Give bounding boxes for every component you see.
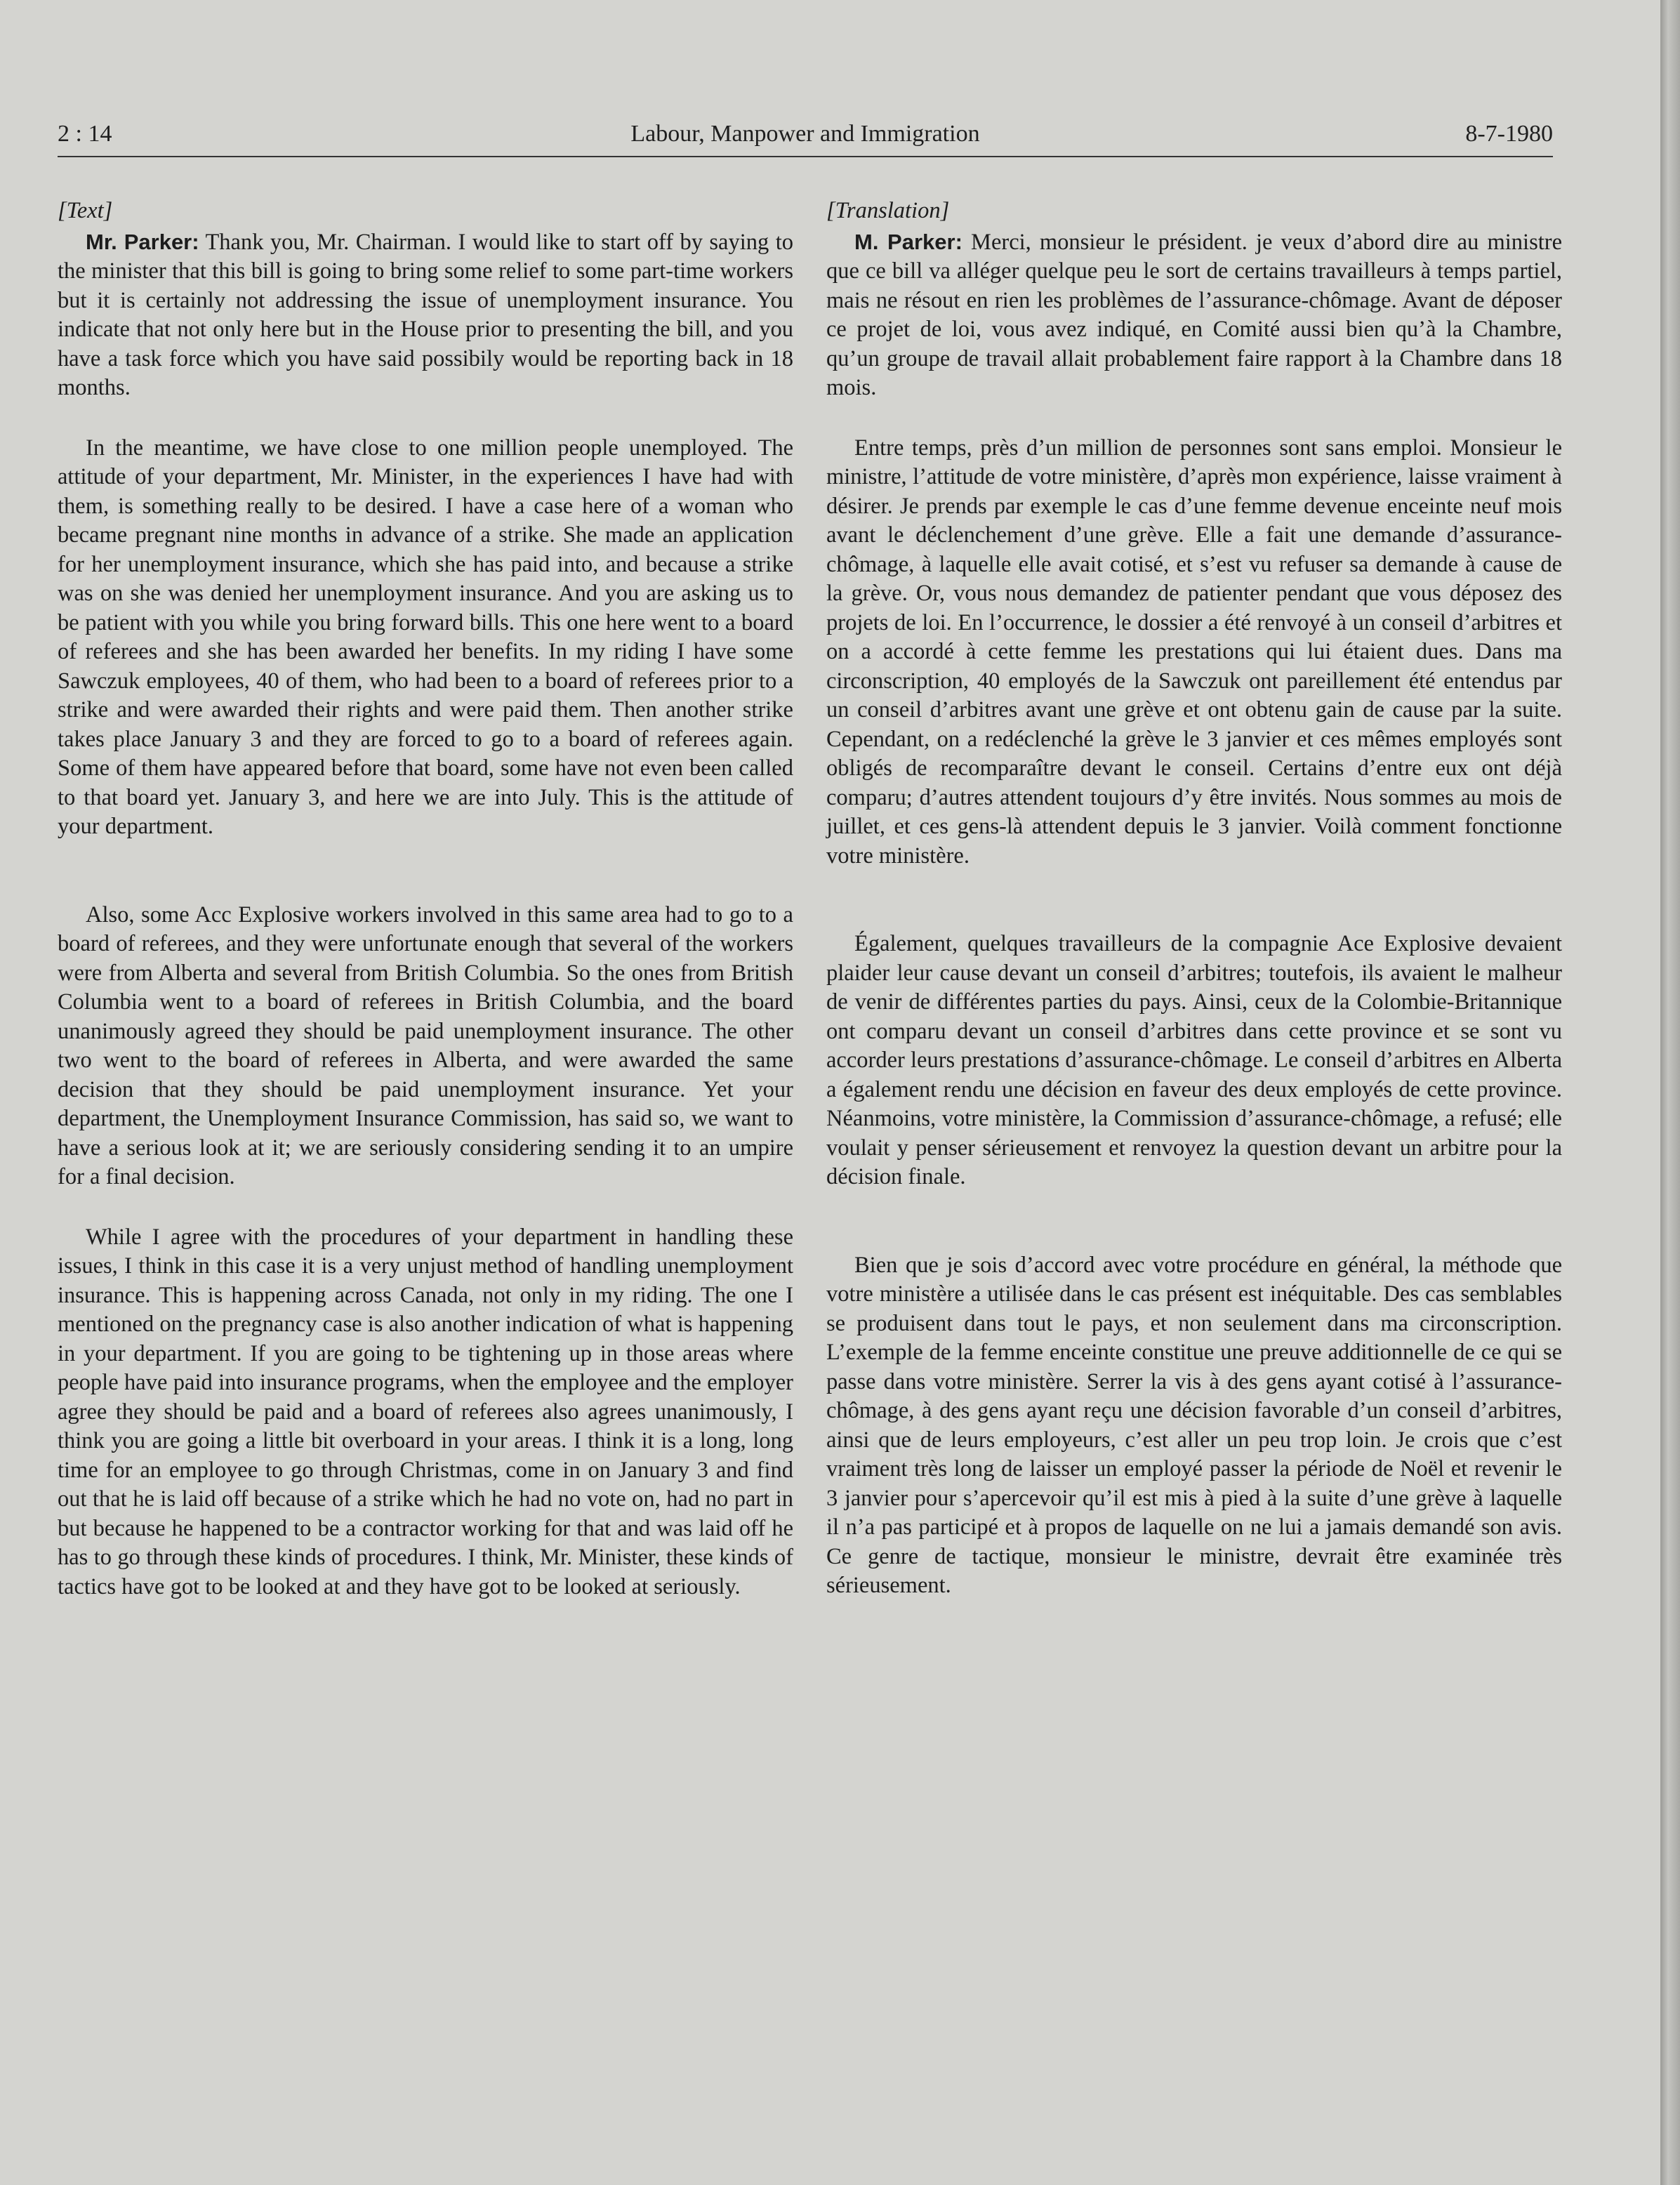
text-label: [Text] xyxy=(58,198,113,223)
english-column xyxy=(58,197,793,1602)
french-column xyxy=(826,197,1562,1601)
paragraph: Entre temps, près d’un million de personnes sont sans emploi. Monsieur le ministre, l’attitude de votre ministère, d’après mon expérience, laisse vraiment à désirer. Je prends par exemple le cas d’une femme devenue enceinte neuf mois avant le déclenchement d’une grève. Elle a fait une demande d’assurance-chômage, à laquelle elle avait cotisé, et s’est vu refuser sa demande à cause de la grève. Or, vous nous demandez de patienter pendant que vous déposez des projets de loi. En l’occurrence, le dossier a été renvoyé à un conseil d’arbitres et on a accordé à cette femme les prestations qui lui étaient dues. Dans ma circonscription, 40 employés de la Sawczuk ont pareillement été entendus par un conseil d’arbitres avant une grève et ont obtenu gain de cause par la suite. Cependant, on a redéclenché la grève le 3 janvier et ces mêmes employés sont obligés de recomparaître devant le conseil. Certains d’entre eux ont déjà comparu; d’autres attendent toujours d’y être invités. Nous sommes au mois de juillet, et ces gens-là attendent depuis le 3 janvier. Voilà comment fonctionne votre ministère. xyxy=(826,435,1562,869)
paragraph xyxy=(826,227,1562,403)
paragraph: In the meantime, we have close to one million people unemployed. The attitude of your department, Mr. Minister, in the experiences I have had with them, is something really to be desired. I have a case here of a woman who became pregnant nine months in advance of a strike. She made an application for her unemployment insurance, which she has paid into, and because a strike was on she was denied her unemployment insurance. And you are asking us to be patient with you while you bring forward bills. This one here went to a board of referees and she has been awarded her benefits. In my riding I have some Sawczuk employees, 40 of them, who had been to a board of referees prior to a strike and were awarded their rights and were paid them. Then another strike takes place January 3 and they are forced to go to a board of referees again. Some of them have appeared before that board, some have not even been called to that board yet. January 3, and here we are into July. This is the attitude of your department. xyxy=(58,435,793,839)
speaker-name: Mr. Parker: xyxy=(86,229,199,254)
header-date: 8-7-1980 xyxy=(1465,121,1553,147)
speaker-name: M. Parker: xyxy=(854,229,963,254)
paragraph: Bien que je sois d’accord avec votre procédure en général, la méthode que votre ministère a utilisée dans le cas présent est inéquitable. Des cas semblables se produisent dans tout le pays, et non seulement dans ma circonscription. L’exemple de la femme enceinte constitue une preuve additionnelle de ce qui se passe dans votre ministère. Serrer la vis à des gens ayant cotisé à l’assurance-chômage, à des gens ayant reçu une décision favorable d’un conseil d’arbitres, ainsi que de leurs employeurs, c’est aller un peu trop loin. Je crois que c’est vraiment très long de laisser un employé passer la période de Noël et revenir le 3 janvier pour s’apercevoir qu’il est mis à pied à la suite d’une grève à laquelle il n’a pas participé et à propos de laquelle on ne lui a jamais demandé son avis. Ce genre de tactique, monsieur le ministre, devrait être examinée très sérieusement. xyxy=(826,1252,1562,1598)
page-edge xyxy=(1660,0,1680,2185)
running-head xyxy=(58,121,1553,156)
header-rule xyxy=(58,156,1553,157)
paragraph: While I agree with the procedures of your department in handling these issues, I think in this case it is a very unjust method of handling unemployment insurance. This is happening across Canada, not only in my riding. The one I mentioned on the pregnancy case is also another indication of what is happening in your department. If you are going to be tightening up in those areas where people have paid into insurance programs, when the employee and the employer agree they should be paid and a board of referees also agrees unanimously, I think you are going a little bit overboard in your areas. I think it is a long, long time for an employee to go through Christmas, come in on January 3 and find out that he is laid off because of a strike which he had no vote on, had no part in but because he happened to be a contractor working for that and was laid off he has to go through these kinds of procedures. I think, Mr. Minister, these kinds of tactics have got to be looked at and they have got to be looked at seriously. xyxy=(58,1224,793,1599)
publication-title: Labour, Manpower and Immigration xyxy=(630,121,980,147)
translation-label: [Translation] xyxy=(826,198,950,223)
page-number: 2 : 14 xyxy=(58,121,112,147)
paragraph: Also, some Acc Explosive workers involved in this same area had to go to a board of referees, and they were unfortunate enough that several of the workers were from Alberta and several from British Columbia. So the ones from British Columbia went to a board of referees in British Columbia, and the board unanimously agreed they should be paid unemployment insurance. The other two went to the board of referees in Alberta, and were awarded the same decision that they should be paid unemployment insurance. Yet your department, the Unemployment Insurance Commission, has said so, we want to have a serious look at it; we are seriously considering sending it to an umpire for a final decision. xyxy=(58,902,793,1189)
paragraph-text: Merci, monsieur le président. je veux d’abord dire au ministre que ce bill va alléger quelque peu le sort de certains travailleurs à temps partiel, mais ne résout en rien les problèmes de l’assurance-chômage. Avant de déposer ce projet de loi, vous avez indiqué, en Comité aussi bien qu’à la Chambre, qu’un groupe de travail allait probablement faire rapport à la Chambre dans 18 mois. xyxy=(826,229,1563,400)
paragraph-text: Thank you, Mr. Chairman. I would like to start off by saying to the minister that this bill is going to bring some relief to some part-time workers but it is certainly not addressing the issue of unemployment insurance. You indicate that not only here but in the House prior to presenting the bill, and you have a task force which you have said possibily would be reporting back in 18 months. xyxy=(58,229,793,400)
paragraph xyxy=(58,227,793,403)
paragraph: Également, quelques travailleurs de la compagnie Ace Explosive devaient plaider leur cause devant un conseil d’arbitres; toutefois, ils avaient le malheur de venir de différentes parties du pays. Ainsi, ceux de la Colombie-Britannique ont comparu devant un conseil d’arbitres dans cette province et se sont vu accorder leurs prestations d’assurance-chômage. Le conseil d’arbitres en Alberta a également rendu une décision en faveur des deux employés de cette province. Néanmoins, votre ministère, la Commission d’assurance-chômage, a refusé; elle voulait y penser sérieusement et renvoyez la question devant un arbitre pour la décision finale. xyxy=(826,931,1562,1189)
